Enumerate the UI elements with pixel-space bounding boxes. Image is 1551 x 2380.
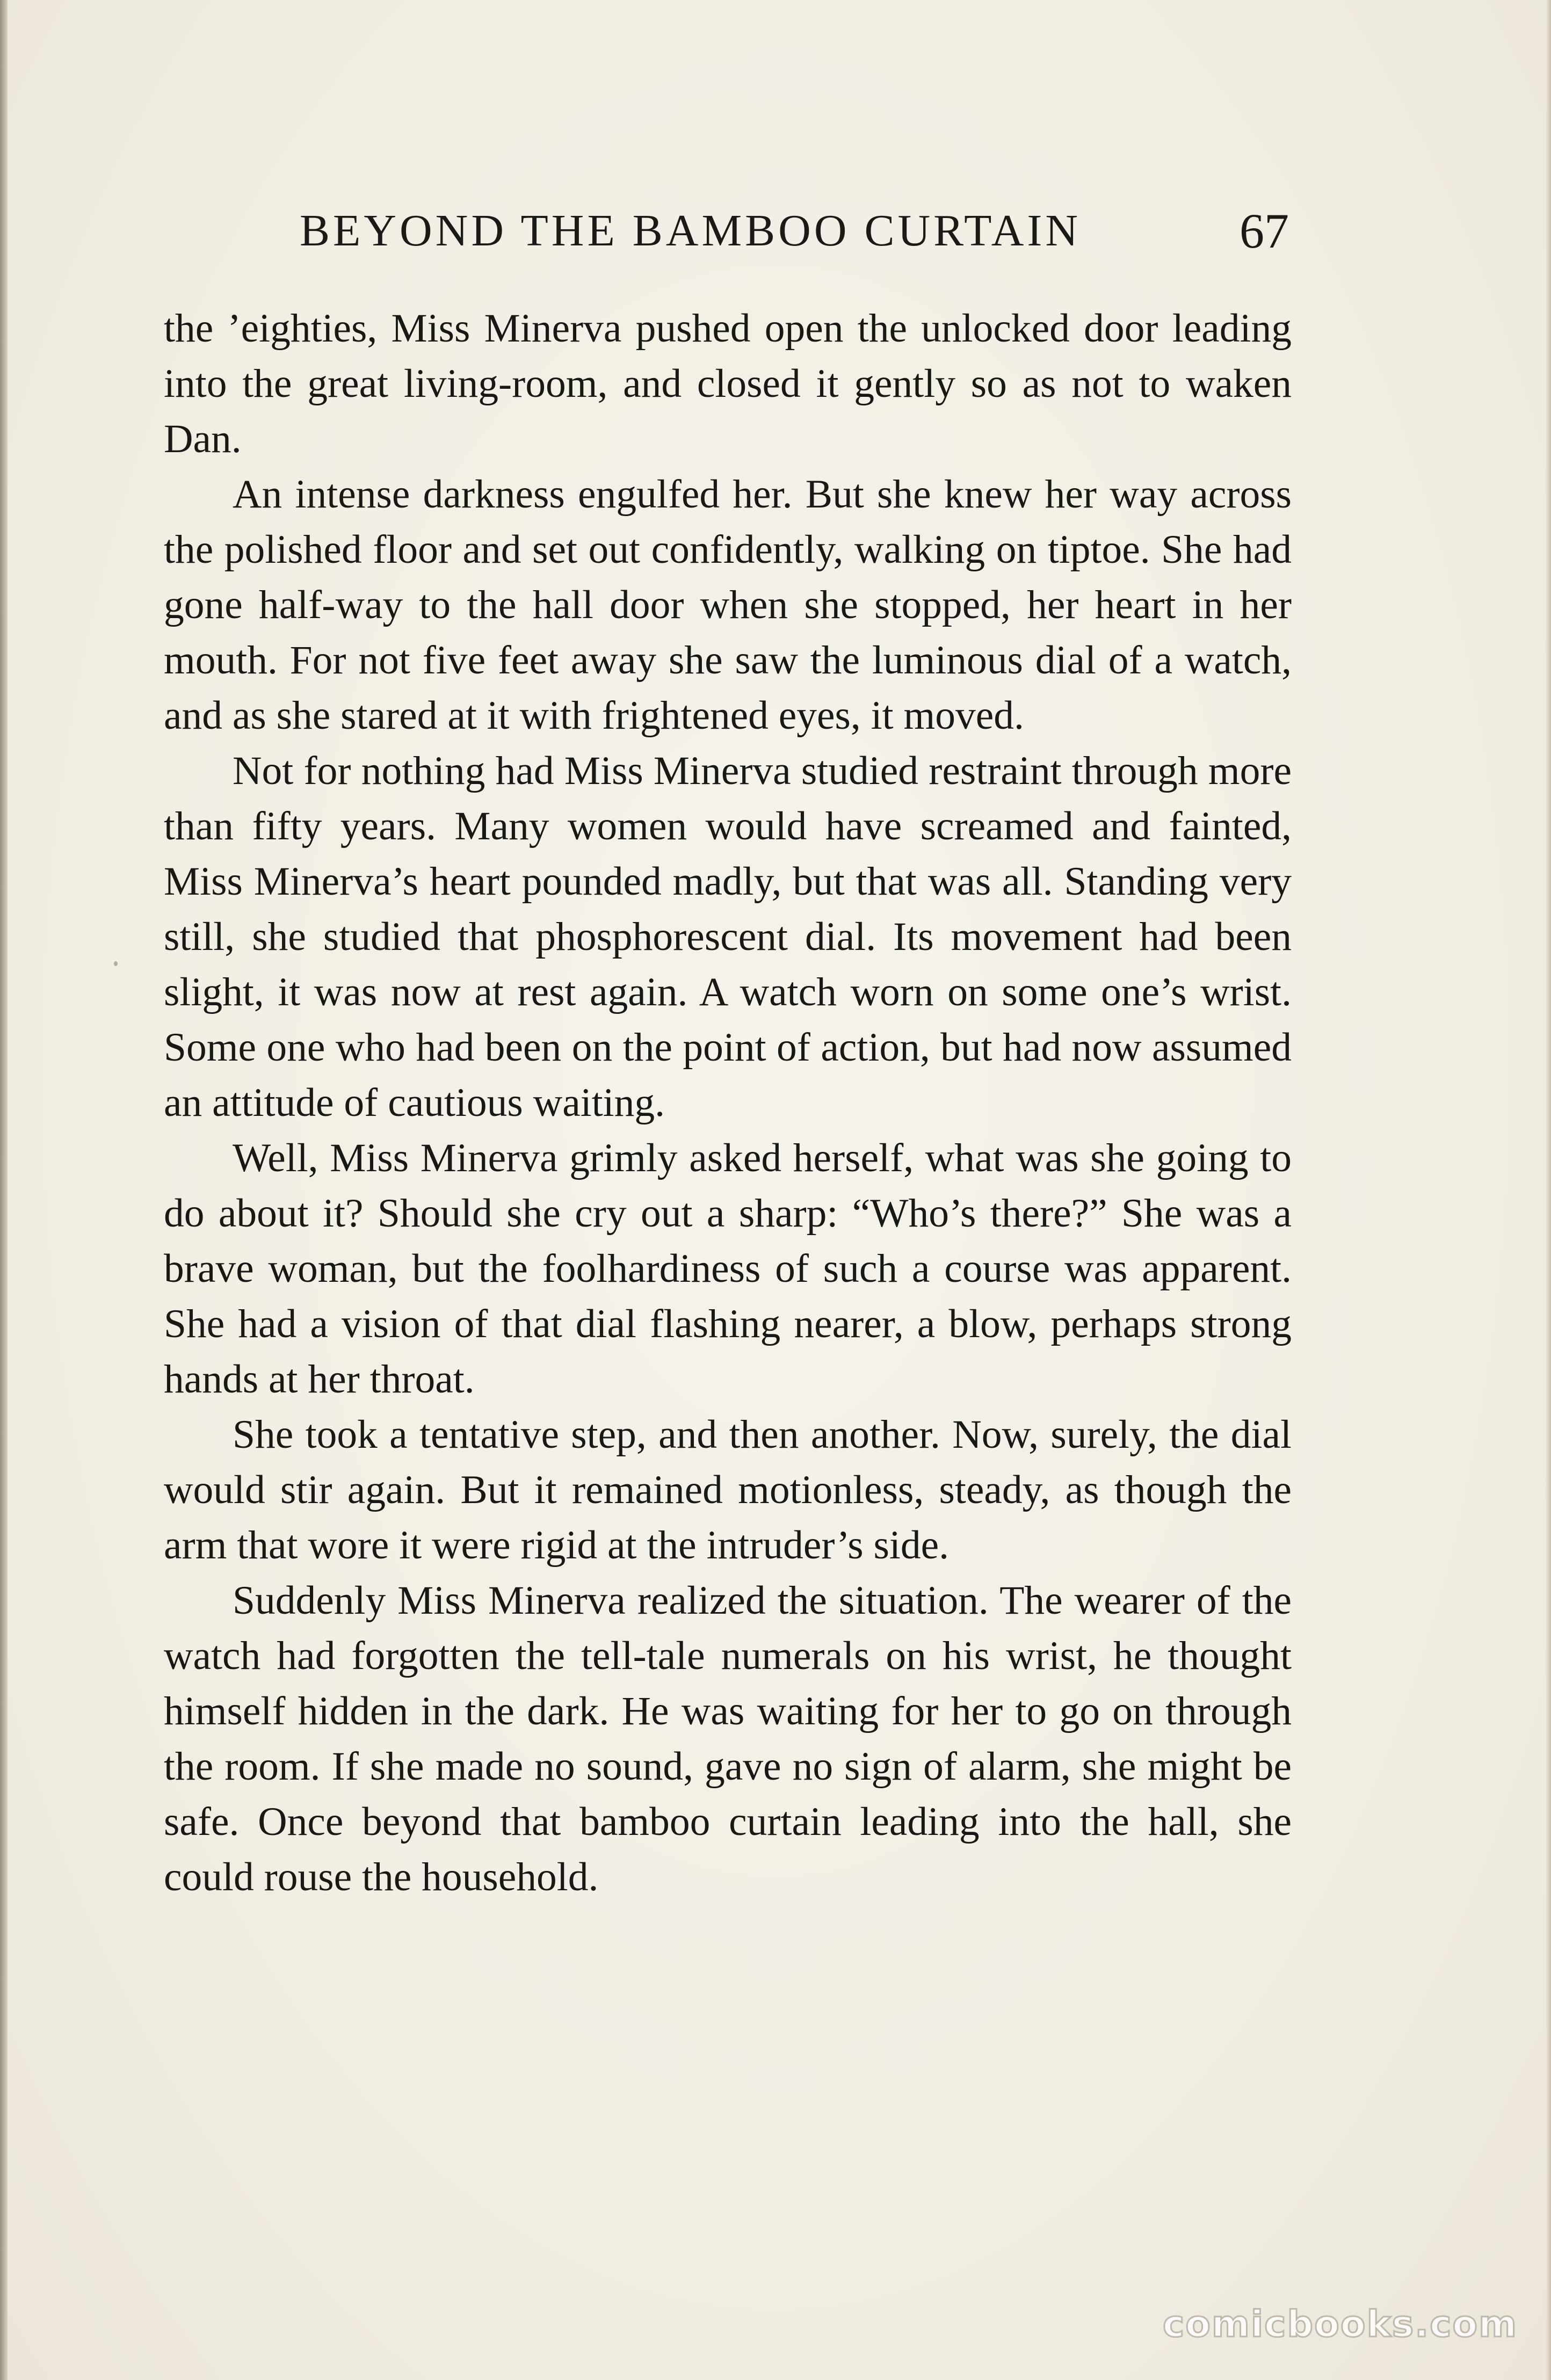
running-head: BEYOND THE BAMBOO CURTAIN — [300, 206, 1082, 256]
paragraph: Not for nothing had Miss Minerva studied restraint through more than fifty years. Many women would have screamed and fainted, Miss Minerva’s heart pounded madly, but that was all. Standing very still, she studied that phosphorescent dial. Its movement had been slight, it was now at rest again. A watch worn on some one’s wrist. Some one who had been on the point of action, but had now assumed an attitude of cautious waiting. — [164, 749, 1292, 1125]
paragraph: An intense darkness engulfed her. But she knew her way across the polished floor and set out confidently, walking on tiptoe. She had gone half-way to the hall door when she stopped, her heart in her mouth. For not five feet away she saw the luminous dial of a watch, and as she stared at it with frightened eyes, it moved. — [164, 472, 1292, 738]
page-edge-right — [1546, 0, 1551, 2380]
page-header — [161, 199, 1289, 263]
paragraph: Suddenly Miss Minerva realized the situation. The wearer of the watch had forgotten the tell-tale numerals on his wrist, he thought himself hidden in the dark. He was waiting for her to go on through the room. If she made no sound, gave no sign of alarm, she might be safe. Once beyond that bamboo curtain leading into the hall, she could rouse the household. — [164, 1578, 1292, 1899]
paper-speck — [114, 961, 118, 966]
watermark: comicbooks.com — [1162, 2303, 1518, 2346]
body-text — [164, 301, 1292, 1905]
paragraph: She took a tentative step, and then another. Now, surely, the dial would stir again. But it remained motionless, steady, as though the arm that wore it were rigid at the intruder’s side. — [164, 1412, 1292, 1568]
paragraph: Well, Miss Minerva grimly asked herself, what was she going to do about it? Should she cry out a sharp: “Who’s there?” She was a brave woman, but the foolhardiness of such a course was apparent. She had a vision of that dial flashing nearer, a blow, perhaps strong hands at her throat. — [164, 1136, 1292, 1402]
page-number: 67 — [1240, 204, 1289, 258]
paragraph-continued: the ’eighties, Miss Minerva pushed open the unlocked door leading into the great living-room, and closed it gently so as not to waken Dan. — [164, 306, 1292, 461]
page-edge-left — [0, 0, 8, 2380]
